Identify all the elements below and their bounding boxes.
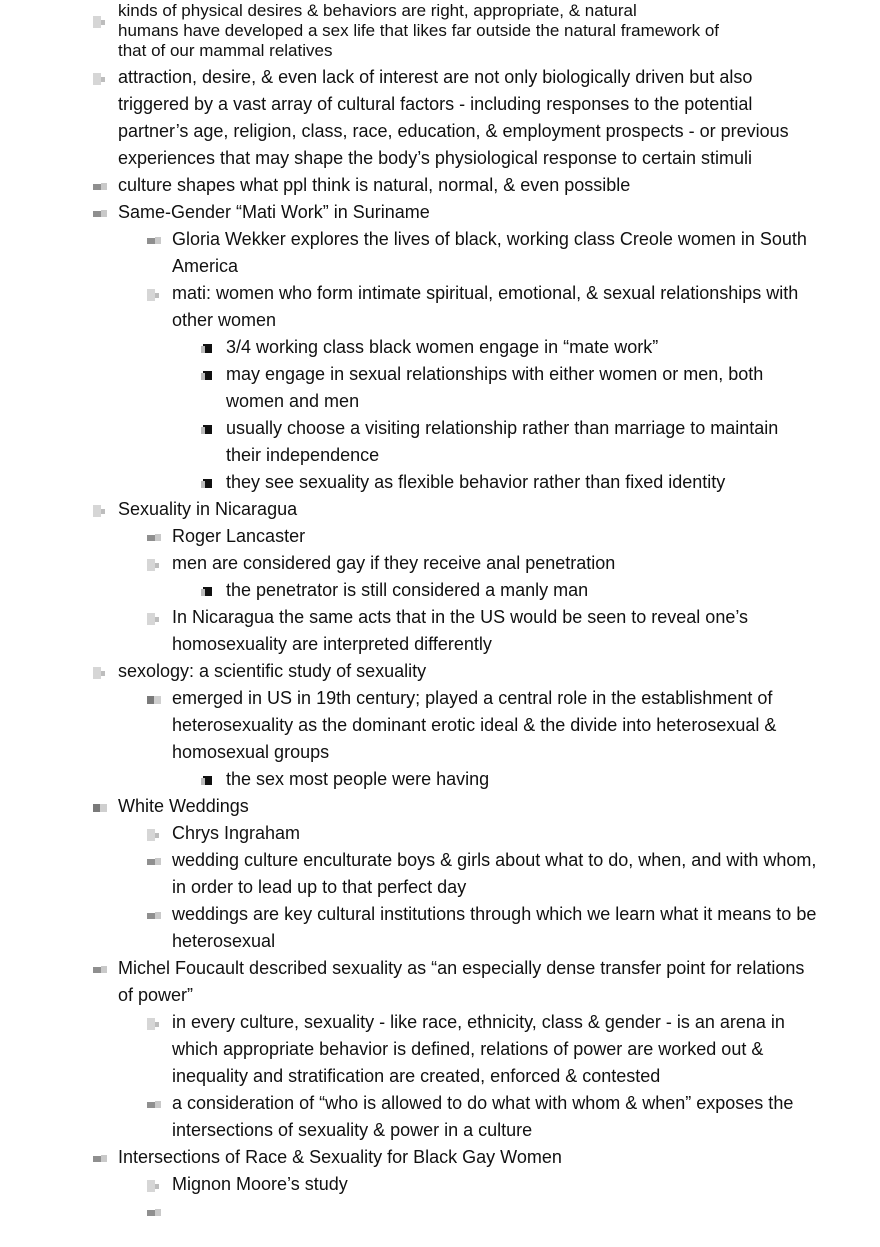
continued-bullet: [0, 0, 808, 61]
bullet-icon: [201, 368, 215, 382]
bullet-icon: [147, 287, 161, 301]
item-text: Mignon Moore’s study: [172, 1174, 348, 1194]
outline-item-level-1: [0, 496, 818, 523]
outline-item-level-3: [0, 766, 818, 793]
outline-item-level-1: [0, 199, 818, 226]
bullet-icon: [147, 1016, 161, 1030]
bullet-icon: [147, 233, 161, 247]
bullet-icon: [93, 503, 107, 517]
bullet-icon: [93, 1151, 107, 1165]
item-text: Sexuality in Nicaragua: [118, 499, 298, 519]
bullet-icon: [201, 422, 215, 436]
outline-item-level-2: [0, 604, 818, 658]
outline-item-level-1: [0, 172, 818, 199]
bullet-icon: [201, 773, 215, 787]
item-text: mati: women who form intimate spiritual, emotional, & sexual relationships with other women: [172, 283, 799, 330]
item-text: sexology: a scientific study of sexuality: [118, 661, 427, 681]
outline-item-level-1: [0, 793, 818, 820]
bullet-icon: [201, 341, 215, 355]
outline-item-level-3: [0, 469, 818, 496]
item-text: may engage in sexual relationships with either women or men, both women and men: [226, 364, 764, 411]
text-line: that of our mammal relatives: [118, 41, 333, 60]
bullet-icon: [147, 1097, 161, 1111]
bullet-icon: [147, 611, 161, 625]
outline-item-level-3: [0, 334, 818, 361]
outline-item-level-1: [0, 64, 818, 172]
item-text: White Weddings: [118, 796, 249, 816]
bullet-icon: [93, 800, 107, 814]
bullet-icon: [147, 692, 161, 706]
outline-item-level-2: [0, 1171, 818, 1198]
bullet-icon: [201, 584, 215, 598]
outline-list: [0, 64, 880, 1225]
outline-item-level-2: [0, 685, 818, 766]
outline-item-level-2: [0, 280, 818, 334]
outline-item-level-2: [0, 226, 818, 280]
item-text: Gloria Wekker explores the lives of black, working class Creole women in South America: [172, 229, 807, 276]
item-text: they see sexuality as flexible behavior rather than fixed identity: [226, 472, 726, 492]
outline-item-level-1: [0, 955, 818, 1009]
bullet-icon: [93, 179, 107, 193]
bullet-icon: [147, 1205, 161, 1219]
bullet-icon: [93, 665, 107, 679]
item-text: in every culture, sexuality - like race, ethnicity, class & gender - is an arena in which appropriate behavior is defined, relations of power are worked out & inequality and stratification are created, enforced & contested: [172, 1012, 785, 1086]
bullet-icon: [147, 530, 161, 544]
outline-item-level-3: [0, 361, 818, 415]
item-text: Same-Gender “Mati Work” in Suriname: [118, 202, 430, 222]
item-text: the sex most people were having: [226, 769, 490, 789]
bullet-icon: [147, 557, 161, 571]
bullet-icon: [93, 14, 107, 28]
item-text: men are considered gay if they receive anal penetration: [172, 553, 616, 573]
item-text: a consideration of “who is allowed to do what with whom & when” exposes the intersections of sexuality & power in a culture: [172, 1093, 794, 1140]
item-text: weddings are key cultural institutions through which we learn what it means to be heterosexual: [172, 904, 817, 951]
item-text: Chrys Ingraham: [172, 823, 301, 843]
bullet-icon: [147, 827, 161, 841]
bullet-icon: [93, 962, 107, 976]
bullet-icon: [147, 1178, 161, 1192]
outline-item-level-1: [0, 1144, 818, 1171]
item-text: culture shapes what ppl think is natural, normal, & even possible: [118, 175, 631, 195]
outline-item-level-2: [0, 1198, 818, 1225]
item-text: the penetrator is still considered a manly man: [226, 580, 589, 600]
text-line: humans have developed a sex life that likes far outside the natural framework of: [118, 21, 720, 40]
outline-item-level-2: [0, 1009, 818, 1090]
bullet-icon: [93, 206, 107, 220]
item-text: Intersections of Race & Sexuality for Black Gay Women: [118, 1147, 562, 1167]
item-text: usually choose a visiting relationship rather than marriage to maintain their independence: [226, 418, 779, 465]
item-text: Michel Foucault described sexuality as “an especially dense transfer point for relations of power”: [118, 958, 805, 1005]
item-text: wedding culture enculturate boys & girls about what to do, when, and with whom, in order to lead up to that perfect day: [172, 850, 817, 897]
outline-item-level-2: [0, 820, 818, 847]
text-line: kinds of physical desires & behaviors are right, appropriate, & natural: [118, 1, 637, 20]
item-text: 3/4 working class black women engage in “mate work”: [226, 337, 659, 357]
outline-item-level-2: [0, 847, 818, 901]
item-text: Roger Lancaster: [172, 526, 306, 546]
bullet-icon: [93, 71, 107, 85]
bullet-icon: [147, 854, 161, 868]
outline-item-level-2: [0, 901, 818, 955]
item-text: emerged in US in 19th century; played a central role in the establishment of heterosexuality as the dominant erotic ideal & the divide into heterosexual & homosexual groups: [172, 688, 777, 762]
outline-item-level-2: [0, 1090, 818, 1144]
bullet-icon: [201, 476, 215, 490]
outline-item-level-2: [0, 550, 818, 577]
outline-item-level-3: [0, 415, 818, 469]
item-text: attraction, desire, & even lack of interest are not only biologically driven but also triggered by a vast array of cultural factors - including responses to the potential partner’s age, religion, class, race, education, & employment prospects - or previous experiences that may shape the body’s physiological response to certain stimuli: [118, 67, 789, 168]
outline-item-level-1: [0, 658, 818, 685]
outline-item-level-2: [0, 523, 818, 550]
bullet-icon: [147, 908, 161, 922]
outline-item-level-3: [0, 577, 818, 604]
item-text: In Nicaragua the same acts that in the US would be seen to reveal one’s homosexuality are interpreted differently: [172, 607, 749, 654]
